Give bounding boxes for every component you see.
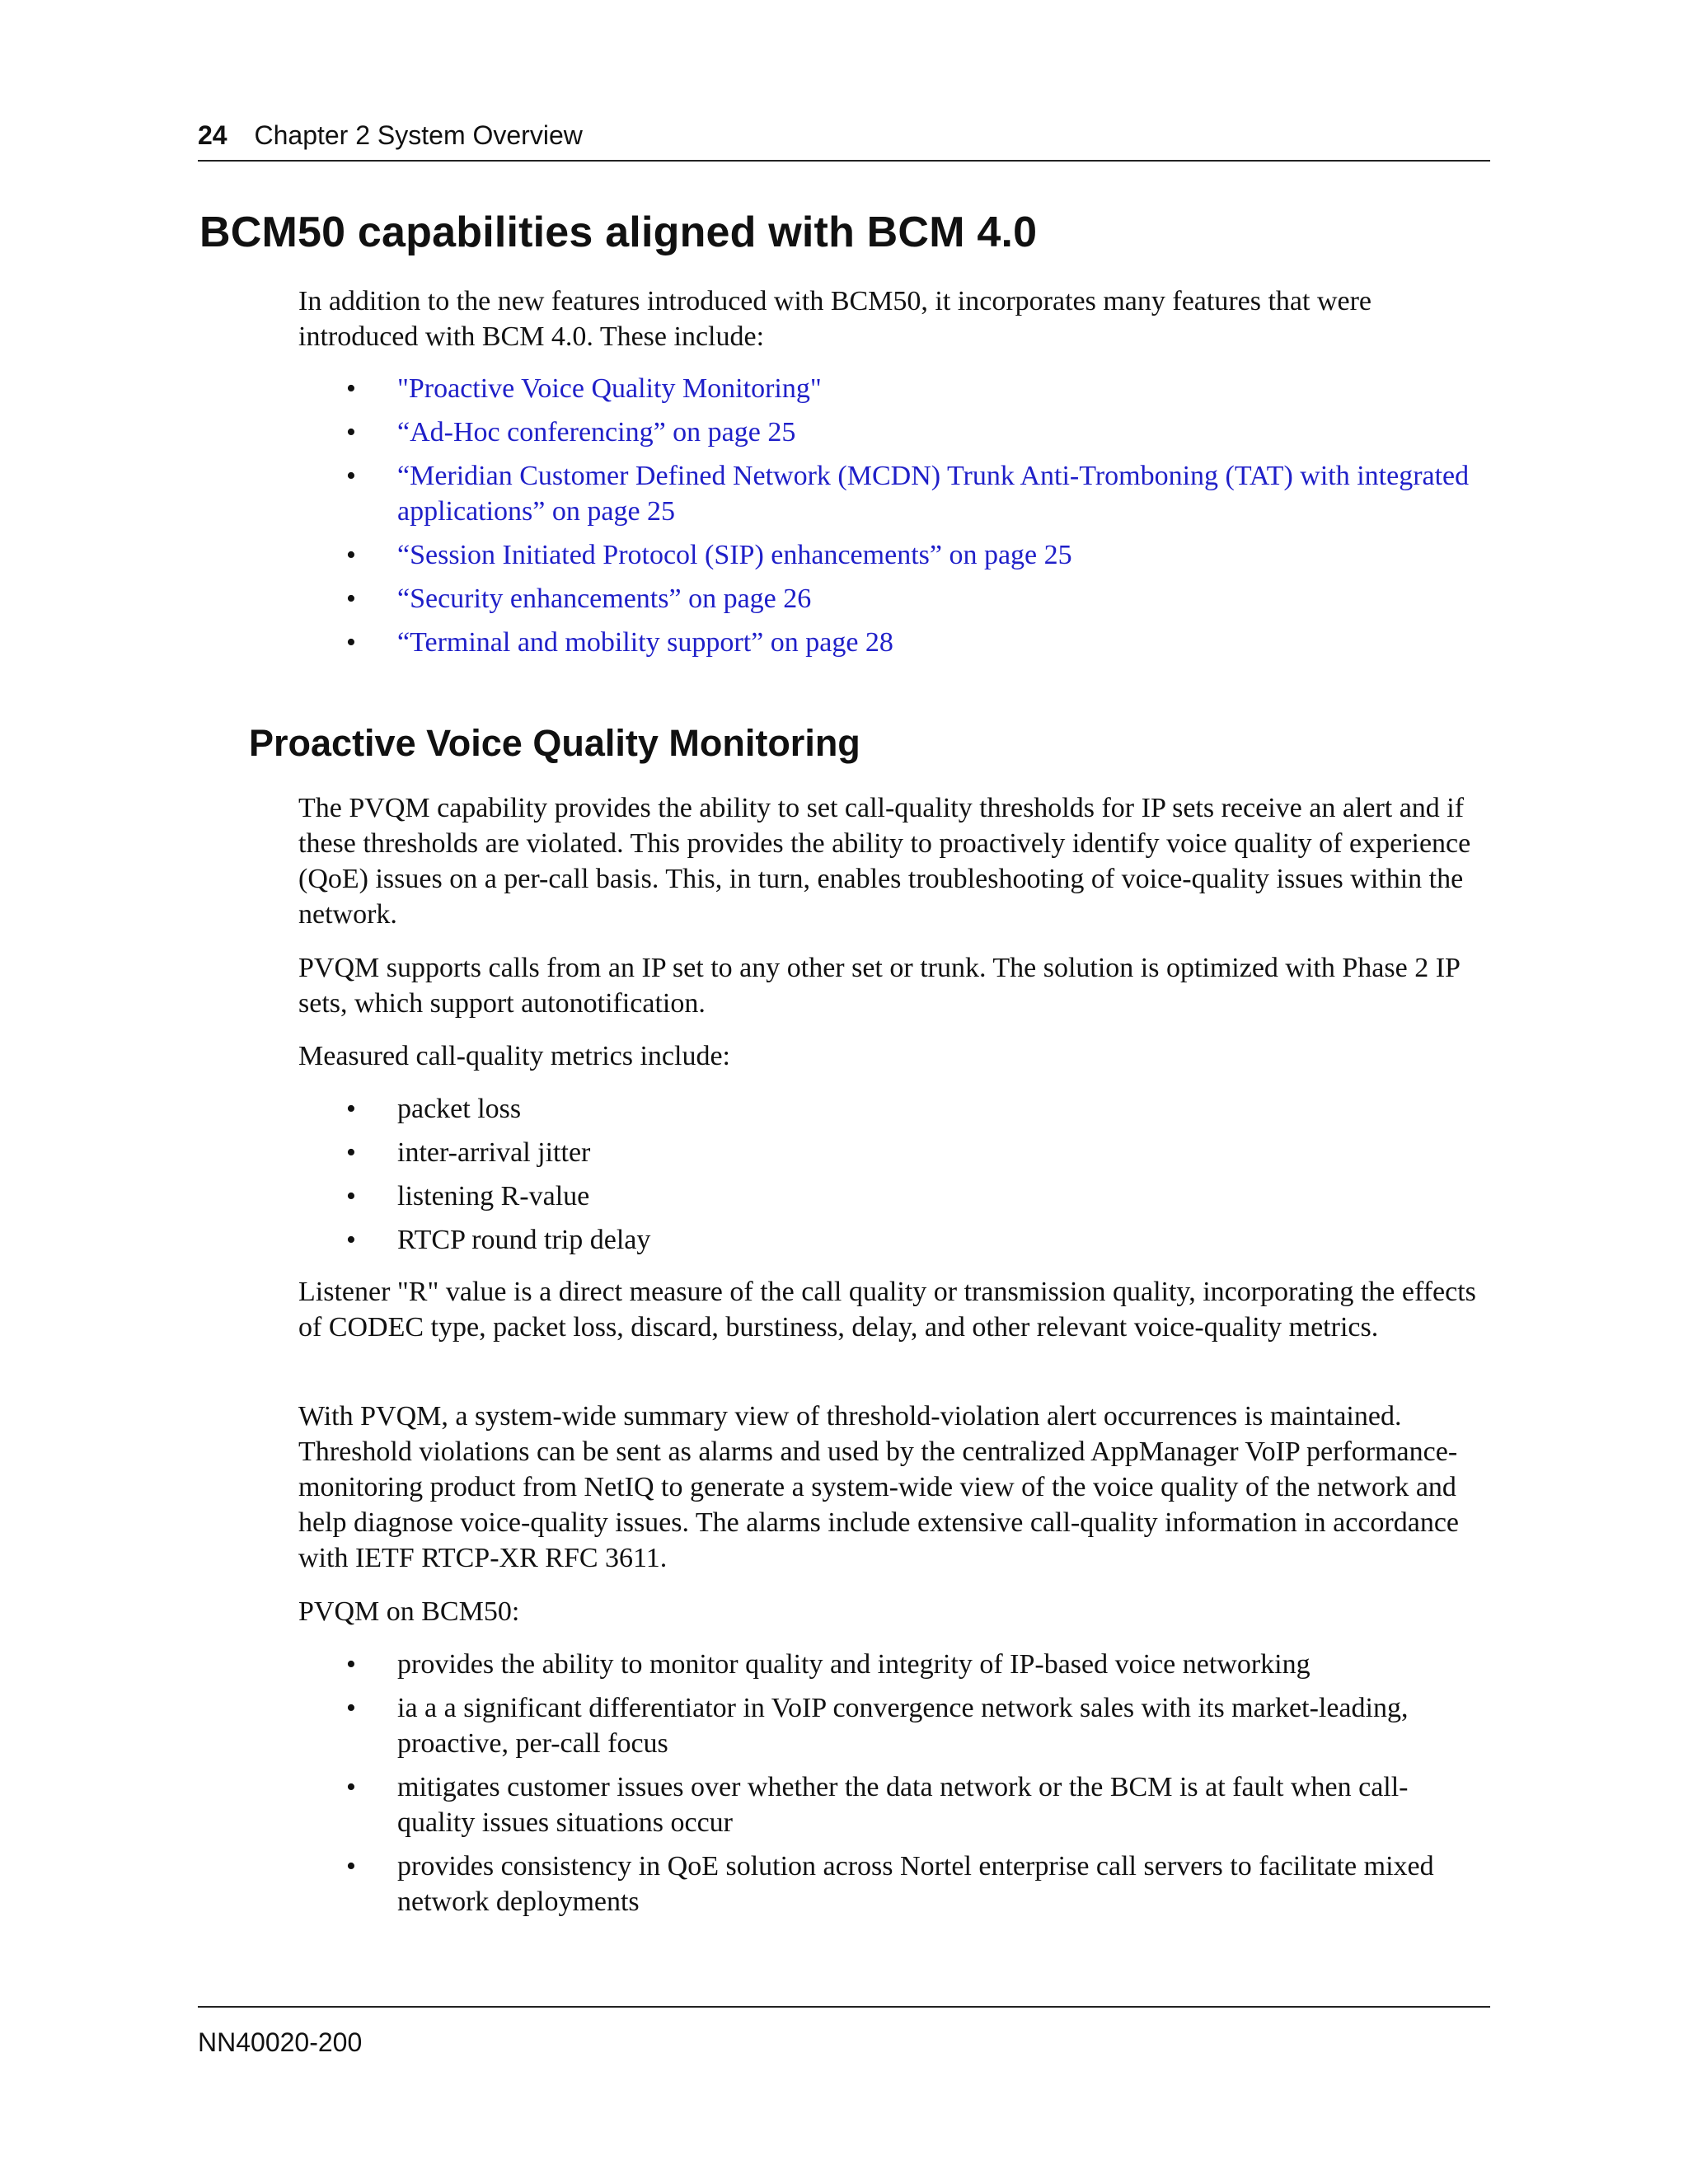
list-item — [298, 1647, 1485, 1682]
list-item — [298, 1135, 1485, 1170]
list-item — [298, 1091, 1485, 1127]
document-number: NN40020-200 — [198, 2027, 363, 2057]
list-item[interactable] — [298, 458, 1485, 529]
pvqm-paragraph-6: PVQM on BCM50: — [298, 1596, 520, 1627]
metric-text: packet loss — [397, 1094, 522, 1124]
benefit-text: provides consistency in QoE solution across Nortel enterprise call servers to facilitate mixed network deployments — [397, 1851, 1434, 1917]
list-item[interactable] — [298, 625, 1485, 660]
list-item — [298, 1179, 1485, 1214]
list-item[interactable] — [298, 581, 1485, 616]
bullet-icon: • — [346, 417, 356, 448]
bullet-icon: • — [346, 540, 356, 570]
link-terminal-mobility[interactable]: “Terminal and mobility support” on page 28 — [397, 627, 893, 658]
link-security-enhancements[interactable]: “Security enhancements” on page 26 — [397, 583, 812, 614]
section-title-pvqm: Proactive Voice Quality Monitoring — [249, 722, 860, 764]
pvqm-paragraph-5: With PVQM, a system-wide summary view of threshold-violation alert occurrences is maintained. Threshold violations can be sent as alarms and used by the centralized AppManager VoIP performance-monitoring product from NetIQ to generate a system-wide view of the voice quality of the network and help diagnose voice-quality issues. The alarms include extensive call-quality information in accordance with IETF RTCP-XR RFC 3611. — [298, 1401, 1460, 1573]
metric-text: inter-arrival jitter — [397, 1137, 591, 1168]
link-sip-enhancements[interactable]: “Session Initiated Protocol (SIP) enhancements” on page 25 — [397, 540, 1072, 570]
pvqm-paragraph-3: Measured call-quality metrics include: — [298, 1041, 730, 1071]
bullet-icon: • — [346, 1772, 356, 1802]
metrics-list — [298, 1091, 1485, 1258]
bullet-icon: • — [346, 1094, 356, 1124]
footer-divider — [198, 2006, 1490, 2008]
feature-link-list — [298, 371, 1485, 660]
page-number: 24 — [198, 120, 227, 150]
link-proactive-voice-quality[interactable]: "Proactive Voice Quality Monitoring" — [397, 373, 822, 404]
bullet-icon: • — [346, 461, 356, 491]
list-item — [298, 1690, 1485, 1761]
bullet-icon: • — [346, 373, 356, 404]
benefit-text: ia a a significant differentiator in VoIP convergence network sales with its market-leading, proactive, per-call focus — [397, 1693, 1409, 1759]
list-item — [298, 1769, 1485, 1840]
list-item[interactable] — [298, 371, 1485, 406]
bullet-icon: • — [346, 1225, 356, 1255]
list-item — [298, 1222, 1485, 1258]
pvqm-paragraph-2: PVQM supports calls from an IP set to any other set or trunk. The solution is optimized with Phase 2 IP sets, which support autonotification. — [298, 953, 1460, 1019]
benefit-text: mitigates customer issues over whether the data network or the BCM is at fault when call-quality issues situations occur — [397, 1772, 1409, 1838]
bullet-icon: • — [346, 627, 356, 658]
pvqm-paragraph-4: Listener "R" value is a direct measure of the call quality or transmission quality, incorporating the effects of CODEC type, packet loss, discard, burstiness, delay, and other relevant voice-quality metrics. — [298, 1277, 1476, 1343]
bullet-icon: • — [346, 1851, 356, 1882]
list-item[interactable] — [298, 537, 1485, 573]
list-item — [298, 1849, 1485, 1919]
bullet-icon: • — [346, 1181, 356, 1212]
bullet-icon: • — [346, 1649, 356, 1680]
benefit-text: provides the ability to monitor quality and integrity of IP-based voice networking — [397, 1649, 1311, 1680]
section-title-bcm50-capabilities: BCM50 capabilities aligned with BCM 4.0 — [199, 209, 1038, 256]
page-header — [198, 120, 1490, 162]
chapter-title: Chapter 2 System Overview — [254, 120, 583, 150]
pvqm-paragraph-1: The PVQM capability provides the ability to set call-quality thresholds for IP sets receive an alert and if these thresholds are violated. This provides the ability to proactively identify voice quality of experience (QoE) issues on a per-call basis. This, in turn, enables troubleshooting of voice-quality issues within the network. — [298, 793, 1471, 930]
metric-text: listening R-value — [397, 1181, 590, 1212]
benefits-list — [298, 1647, 1485, 1919]
bullet-icon: • — [346, 1137, 356, 1168]
intro-paragraph: In addition to the new features introduced with BCM50, it incorporates many features that were introduced with BCM 4.0. These include: — [298, 286, 1372, 352]
link-mcdn-tat[interactable]: “Meridian Customer Defined Network (MCDN) Trunk Anti-Tromboning (TAT) with integrated applications” on page 25 — [397, 461, 1470, 527]
link-ad-hoc-conferencing[interactable]: “Ad-Hoc conferencing” on page 25 — [397, 417, 796, 448]
list-item[interactable] — [298, 415, 1485, 450]
bullet-icon: • — [346, 1693, 356, 1723]
metric-text: RTCP round trip delay — [397, 1225, 651, 1255]
bullet-icon: • — [346, 583, 356, 614]
